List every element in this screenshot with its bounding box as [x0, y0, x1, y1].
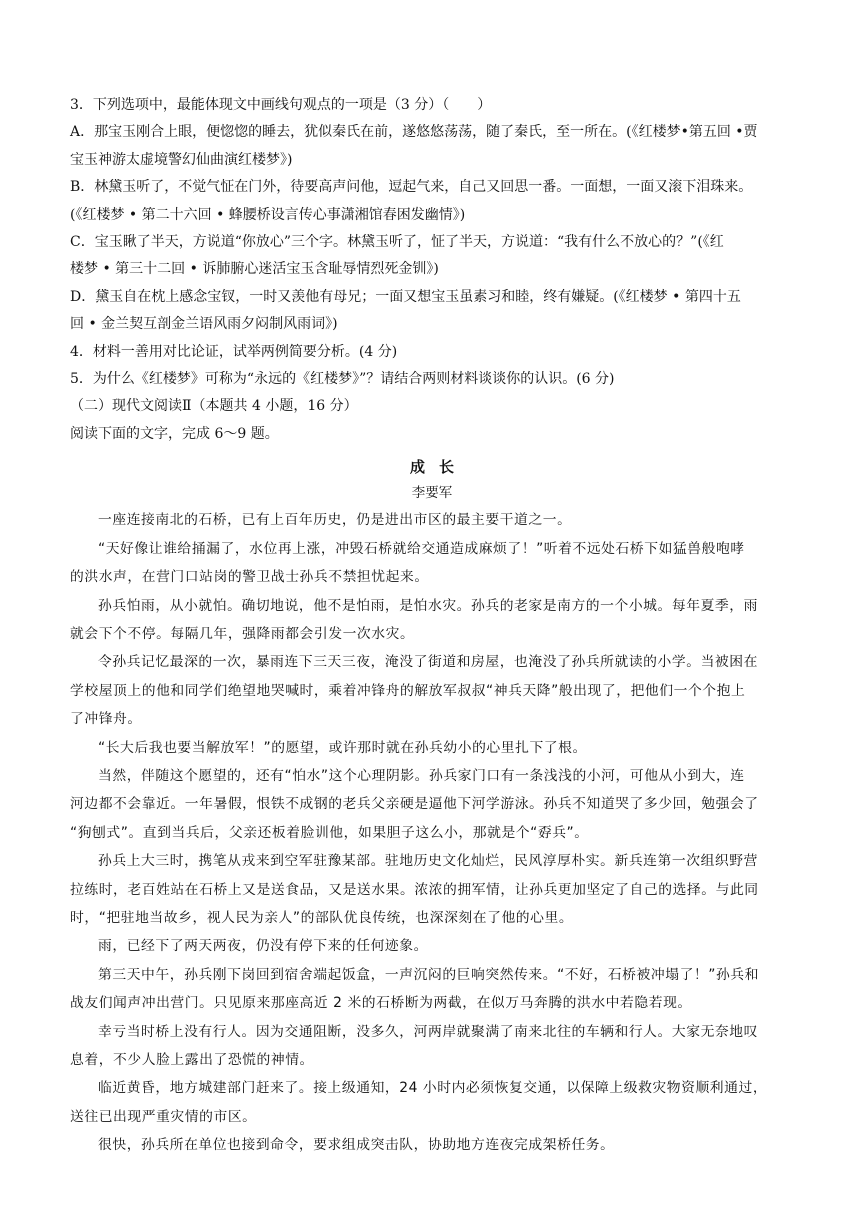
story-paragraph — [70, 592, 794, 649]
reading-instruction: 阅读下面的文字，完成 6～9 题。 — [70, 425, 279, 442]
story-line: 就会下个不停。每隔几年，强降雨都会引发一次水灾。 — [70, 625, 415, 642]
story-paragraph — [70, 1018, 794, 1075]
option-c-line-2: 楼梦 • 第三十二回 • 诉肺腑心迷活宝玉含耻辱情烈死金钏》) — [70, 261, 439, 278]
story-line: 临近黄昏，地方城建部门赶来了。接上级通知，24 小时内必须恢复交通，以保障上级救灾物资顺利通过， — [98, 1080, 768, 1097]
story-line: “天好像让谁给捅漏了，水位再上涨，冲毁石桥就给交通造成麻烦了！”听着不远处石桥下如猛兽般咆哮 — [98, 540, 745, 557]
question-5: 5．为什么《红楼梦》可称为“永远的《红楼梦》”？请结合两则材料谈谈你的认识。(6 分) — [70, 371, 615, 388]
story-line: 幸亏当时桥上没有行人。因为交通阻断，没多久，河两岸就聚满了南来北往的车辆和行人。大家无奈地叹 — [98, 1023, 758, 1040]
story-line: 送往已出现严重灾情的市区。 — [70, 1108, 257, 1125]
option-b-line-2: (《红楼梦 • 第二十六回 • 蜂腰桥设言传心事潇湘馆春困发幽情》) — [70, 206, 466, 223]
question-3-block — [70, 92, 794, 339]
story-paragraph — [70, 734, 794, 762]
story-paragraph — [70, 535, 794, 592]
story-line: 息着，不少人脸上露出了恐慌的神情。 — [70, 1052, 314, 1068]
story-line: “长大后我也要当解放军！”的愿望，或许那时就在孙兵幼小的心里扎下了根。 — [98, 739, 587, 756]
question-3-stem: 3．下列选项中，最能体现文中画线句观点的一项是（3 分）（ ） — [70, 97, 492, 113]
story-paragraph — [70, 506, 794, 534]
story-paragraph — [70, 847, 794, 932]
option-a-line-1: A．那宝玉刚合上眼，便惚惚的睡去，犹似秦氏在前，遂悠悠荡荡，随了秦氏，至一所在。(《红楼梦•第五回 •贾 — [70, 124, 758, 141]
story-line: 了冲锋舟。 — [70, 711, 142, 728]
story-title: 成长 — [409, 458, 468, 477]
story-line: 当然，伴随这个愿望的，还有“怕水”这个心理阴影。孙兵家门口有一条浅浅的小河，可他从小到大，连 — [98, 767, 745, 784]
story-line: 学校屋顶上的他和同学们绝望地哭喊时，乘着冲锋舟的解放军叔叔“神兵天降”般出现了，把他们一个个抱上 — [70, 682, 746, 699]
story-line: 一座连接南北的石桥，已有上百年历史，仍是进出市区的最主要干道之一。 — [98, 512, 572, 529]
story-line: 时，“把驻地当故乡，视人民为亲人”的部队优良传统，也深深刻在了他的心里。 — [70, 909, 574, 926]
option-a-line-2: 宝玉神游太虚境警幻仙曲演红楼梦》) — [70, 151, 293, 168]
exam-page — [70, 92, 794, 1160]
option-c-line-1: C．宝玉瞅了半天，方说道“你放心”三个字。林黛玉听了，怔了半天，方说道：“我有什么不放心的？”(《红 — [70, 234, 724, 251]
story-line: “狗刨式”。直到当兵后，父亲还板着脸训他，如果胆子这么小，那就是个“孬兵”。 — [70, 824, 589, 841]
story-paragraph — [70, 1074, 794, 1131]
option-d-line-1: D．黛玉自在枕上感念宝钗，一时又羡他有母兄；一面又想宝玉虽素习和睦，终有嫌疑。(《红楼梦 • 第四十五 — [70, 288, 741, 305]
story-author: 李要军 — [411, 485, 453, 502]
story-paragraph — [70, 1131, 794, 1159]
story-line: 拉练时，老百姓站在石桥上又是送食品，又是送水果。浓浓的拥军情，让孙兵更加坚定了自己的选择。与此同 — [70, 881, 759, 898]
story-line: 令孙兵记忆最深的一次，暴雨连下三天三夜，淹没了街道和房屋，也淹没了孙兵所就读的小学。当被困在 — [98, 654, 758, 671]
story-line: 的洪水声，在营门口站岗的警卫战士孙兵不禁担忧起来。 — [70, 569, 429, 586]
option-b-line-1: B．林黛玉听了，不觉气怔在门外，待要高声问他，逗起气来，自己又回思一番。一面想，一面又滚下泪珠来。 — [70, 179, 753, 196]
story-line: 战友们闻声冲出营门。只见原来那座高近 2 米的石桥断为两截，在似万马奔腾的洪水中若隐若现。 — [70, 995, 692, 1012]
story-line: 雨，已经下了两天两夜，仍没有停下来的任何迹象。 — [98, 938, 428, 955]
section-heading: （二）现代文阅读Ⅱ（本题共 4 小题，16 分） — [70, 398, 358, 415]
question-4: 4．材料一善用对比论证，试举两例简要分析。(4 分) — [70, 343, 398, 360]
story-paragraph — [70, 932, 794, 960]
story-body — [70, 506, 794, 1159]
story-paragraph — [70, 648, 794, 733]
story-paragraph — [70, 762, 794, 847]
story-paragraph — [70, 961, 794, 1018]
option-d-line-2: 回 • 金兰契互剖金兰语风雨夕闷制风雨词》) — [70, 316, 338, 333]
story-line: 孙兵怕雨，从小就怕。确切地说，他不是怕雨，是怕水灾。孙兵的老家是南方的一个小城。每年夏季，雨 — [98, 597, 758, 614]
story-line: 孙兵上大三时，携笔从戎来到空军驻豫某部。驻地历史文化灿烂，民风淳厚朴实。新兵连第一次组织野营 — [98, 853, 758, 870]
story-line: 第三天中午，孙兵刚下岗回到宿舍端起饭盒，一声沉闷的巨响突然传来。“不好，石桥被冲塌了！”孙兵和 — [98, 966, 760, 983]
story-line: 河边都不会靠近。一年暑假，恨铁不成钢的老兵父亲硬是逼他下河学游泳。孙兵不知道哭了多少回，勉强会了 — [70, 796, 759, 813]
story-line: 很快，孙兵所在单位也接到命令，要求组成突击队，协助地方连夜完成架桥任务。 — [98, 1137, 615, 1154]
